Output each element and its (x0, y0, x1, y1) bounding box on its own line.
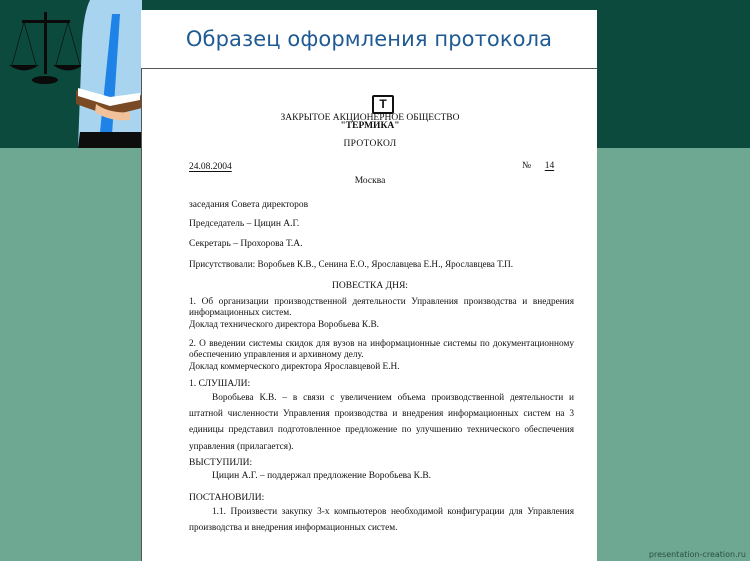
heard-text: Воробьева К.В. – в связи с увеличением объема производственной деятельности и штатной численности Управления производства и внедрения информационных систем на 3 единицы представил подготовленное предложение по улучшению технического обеспечения управления (прилагается). (189, 393, 574, 452)
source-credit: presentation-creation.ru (648, 550, 746, 559)
company-logo-icon: Т (372, 95, 394, 114)
spoke-text: Цицин А.Г. – поддержал предложение Воробьева К.В. (212, 471, 432, 481)
attendees: Присутствовали: Воробьев К.В., Сенина Е.О., Ярославцева Е.Н., Ярославцева Т.П. (189, 259, 514, 269)
document-title: ПРОТОКОЛ (343, 139, 397, 149)
slide-panel (141, 10, 597, 561)
illustration (0, 0, 142, 148)
agenda-item-text: 2. О введении системы скидок для вузов на информационные системы по документационному обеспечению управления и архивному делу. (189, 339, 574, 361)
resolved-title: ПОСТАНОВИЛИ: (189, 493, 265, 503)
org-name: "ТЕРМИКА" (340, 121, 400, 131)
title-area (141, 10, 597, 68)
org-type: ЗАКРЫТОЕ АКЦИОНЕРНОЕ ОБЩЕСТВО (280, 113, 460, 123)
agenda-title: ПОВЕСТКА ДНЯ: (332, 281, 408, 291)
protocol-document (141, 68, 597, 561)
chairman: Председатель – Цицин А.Г. (189, 219, 300, 229)
heard-title: 1. СЛУШАЛИ: (189, 379, 251, 389)
number-label: № (522, 161, 532, 171)
secretary: Секретарь – Прохорова Т.А. (189, 239, 303, 249)
resolved-text: 1.1. Произвести закупку 3-х компьютеров необходимой конфигурации для Управления производства и внедрения информационных систем. (189, 507, 574, 534)
scales-of-justice-icon (9, 12, 83, 84)
agenda-item-1 (189, 297, 574, 331)
meeting-type: заседания Совета директоров (189, 200, 309, 210)
agenda-item-text: 1. Об организации производственной деятельности Управления производства и внедрения информационных систем. (189, 297, 574, 319)
spoke-title: ВЫСТУПИЛИ: (189, 458, 253, 468)
agenda-item-report: Доклад технического директора Воробьева К.В. (189, 319, 379, 330)
document-city: Москва (354, 176, 386, 186)
agenda-item-report: Доклад коммерческого директора Ярославцевой Е.Н. (189, 361, 400, 372)
document-number (522, 161, 565, 171)
man-with-book-icon (76, 0, 142, 148)
agenda-item-2 (189, 339, 574, 373)
slide-title: Образец оформления протокола (185, 27, 553, 51)
document-date: 24.08.2004 (189, 162, 232, 172)
number-value: 14 (544, 161, 555, 171)
